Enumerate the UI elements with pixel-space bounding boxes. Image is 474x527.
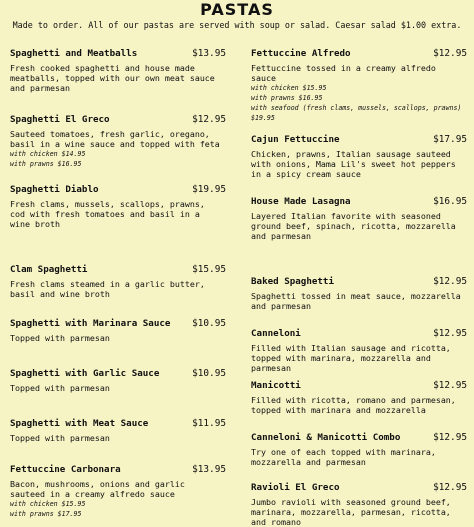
menu-item-header bbox=[251, 134, 467, 147]
menu-item-description: Fettuccine tossed in a creamy alfredo sauce bbox=[251, 63, 436, 83]
menu-item-addon: with chicken $14.95 bbox=[10, 150, 86, 158]
menu-item-name: Baked Spaghetti bbox=[251, 276, 334, 287]
menu-item-description: Bacon, mushrooms, onions and garlic sauteed in a creamy alfredo sauce bbox=[10, 479, 185, 499]
menu-item-spaghetti-el-greco bbox=[10, 114, 226, 169]
menu-item-price: $10.95 bbox=[192, 318, 226, 329]
menu-item-name: Spaghetti with Garlic Sauce bbox=[10, 368, 160, 379]
menu-item-cajun-fettuccine bbox=[251, 134, 467, 179]
menu-item-price: $13.95 bbox=[192, 48, 226, 59]
menu-item-description: Fresh clams steamed in a garlic butter, basil and wine broth bbox=[10, 279, 205, 299]
menu-item-baked-spaghetti bbox=[251, 276, 467, 311]
page-subtitle: Made to order. All of our pastas are served with soup or salad. Caesar salad $1.00 extra. bbox=[12, 20, 462, 30]
menu-item-name: Fettuccine Alfredo bbox=[251, 48, 351, 59]
menu-item-spaghetti-and-meatballs bbox=[10, 48, 226, 93]
menu-item-header bbox=[251, 432, 467, 445]
menu-item-description: Topped with parmesan bbox=[10, 333, 110, 343]
menu-item-description: Jumbo ravioli with seasoned ground beef, marinara, mozzarella, parmesan, ricotta, and romano bbox=[251, 497, 451, 527]
menu-item-price: $15.95 bbox=[192, 264, 226, 275]
menu-item-name: Fettuccine Carbonara bbox=[10, 464, 121, 475]
menu-item-description: Filled with ricotta, romano and parmesan, topped with marinara and mozzarella bbox=[251, 395, 456, 415]
menu-item-price: $16.95 bbox=[433, 196, 467, 207]
menu-item-price: $13.95 bbox=[192, 464, 226, 475]
menu-item-price: $11.95 bbox=[192, 418, 226, 429]
menu-item-description: Layered Italian favorite with seasoned ground beef, spinach, ricotta, mozzarella and parmesan bbox=[251, 211, 456, 241]
menu-item-price: $12.95 bbox=[433, 380, 467, 391]
menu-item-header bbox=[10, 48, 226, 61]
menu-item-price: $12.95 bbox=[192, 114, 226, 125]
menu-item-name: Spaghetti with Meat Sauce bbox=[10, 418, 149, 429]
menu-item-header bbox=[251, 380, 467, 393]
menu-item-name: House Made Lasagna bbox=[251, 196, 351, 207]
menu-item-price: $12.95 bbox=[433, 432, 467, 443]
menu-item-header bbox=[10, 264, 226, 277]
menu-header bbox=[0, 0, 474, 30]
menu-item-spaghetti-diablo bbox=[10, 184, 226, 229]
menu-item-header bbox=[251, 48, 467, 61]
menu-item-addon: with chicken $15.95 bbox=[251, 84, 327, 92]
menu-item-description: Chicken, prawns, Italian sausage sauteed with onions, Mama Lil's sweet hot peppers in a spicy cream sauce bbox=[251, 149, 456, 179]
menu-item-addon: with chicken $15.95 bbox=[10, 500, 86, 508]
menu-item-header bbox=[10, 368, 226, 381]
menu-item-header bbox=[10, 184, 226, 197]
menu-item-description: Fresh cooked spaghetti and house made meatballs, topped with our own meat sauce and parmesan bbox=[10, 63, 215, 93]
menu-item-header bbox=[251, 482, 467, 495]
menu-item-header bbox=[251, 196, 467, 209]
menu-item-price: $12.95 bbox=[433, 482, 467, 493]
menu-item-name: Spaghetti Diablo bbox=[10, 184, 99, 195]
menu-item-spaghetti-with-marinara-sauce bbox=[10, 318, 226, 343]
menu-item-fettuccine-carbonara bbox=[10, 464, 226, 519]
menu-item-spaghetti-with-meat-sauce bbox=[10, 418, 226, 443]
menu-item-description: Sauteed tomatoes, fresh garlic, oregano, basil in a wine sauce and topped with feta bbox=[10, 129, 220, 149]
menu-item-fettuccine-alfredo bbox=[251, 48, 467, 123]
menu-item-header bbox=[10, 318, 226, 331]
menu-item-description: Topped with parmesan bbox=[10, 383, 110, 393]
menu-item-addons bbox=[10, 499, 226, 519]
menu-item-price: $12.95 bbox=[433, 276, 467, 287]
menu-item-description: Spaghetti tossed in meat sauce, mozzarella and parmesan bbox=[251, 291, 461, 311]
menu-item-addon: with prawns $17.95 bbox=[10, 510, 82, 518]
menu-item-name: Manicotti bbox=[251, 380, 301, 391]
menu-item-price: $17.95 bbox=[433, 134, 467, 145]
menu-item-ravioli-el-greco bbox=[251, 482, 467, 527]
menu-item-addon: with prawns $16.95 bbox=[251, 94, 323, 102]
menu-item-header bbox=[10, 464, 226, 477]
menu-item-header bbox=[251, 328, 467, 341]
menu-item-name: Cajun Fettuccine bbox=[251, 134, 340, 145]
menu-item-spaghetti-with-garlic-sauce bbox=[10, 368, 226, 393]
menu-item-name: Ravioli El Greco bbox=[251, 482, 340, 493]
menu-item-name: Canneloni & Manicotti Combo bbox=[251, 432, 401, 443]
menu-item-description: Fresh clams, mussels, scallops, prawns, cod with fresh tomatoes and basil in a wine broth bbox=[10, 199, 205, 229]
menu-item-description: Filled with Italian sausage and ricotta, topped with marinara, mozzarella and parmesan bbox=[251, 343, 451, 373]
menu-item-name: Canneloni bbox=[251, 328, 301, 339]
menu-item-description: Try one of each topped with marinara, mozzarella and parmesan bbox=[251, 447, 436, 467]
menu-item-price: $12.95 bbox=[433, 48, 467, 59]
menu-item-house-made-lasagna bbox=[251, 196, 467, 241]
menu-item-canneloni bbox=[251, 328, 467, 373]
menu-item-addons bbox=[251, 83, 467, 123]
menu-item-addon: with seafood (fresh clams, mussels, scallops, prawns) $19.95 bbox=[251, 104, 462, 122]
menu-item-manicotti bbox=[251, 380, 467, 415]
menu-item-price: $10.95 bbox=[192, 368, 226, 379]
menu-item-price: $12.95 bbox=[433, 328, 467, 339]
menu-item-canneloni-manicotti-combo bbox=[251, 432, 467, 467]
menu-item-header bbox=[10, 418, 226, 431]
menu-item-name: Clam Spaghetti bbox=[10, 264, 88, 275]
menu-item-description: Topped with parmesan bbox=[10, 433, 110, 443]
menu-item-clam-spaghetti bbox=[10, 264, 226, 299]
menu-item-header bbox=[10, 114, 226, 127]
menu-item-price: $19.95 bbox=[192, 184, 226, 195]
menu-item-header bbox=[251, 276, 467, 289]
menu-item-name: Spaghetti with Marinara Sauce bbox=[10, 318, 171, 329]
menu-item-name: Spaghetti and Meatballs bbox=[10, 48, 138, 59]
menu-item-name: Spaghetti El Greco bbox=[10, 114, 110, 125]
page-title: PASTAS bbox=[200, 0, 274, 19]
menu-item-addons bbox=[10, 149, 226, 169]
menu-item-addon: with prawns $16.95 bbox=[10, 160, 82, 168]
